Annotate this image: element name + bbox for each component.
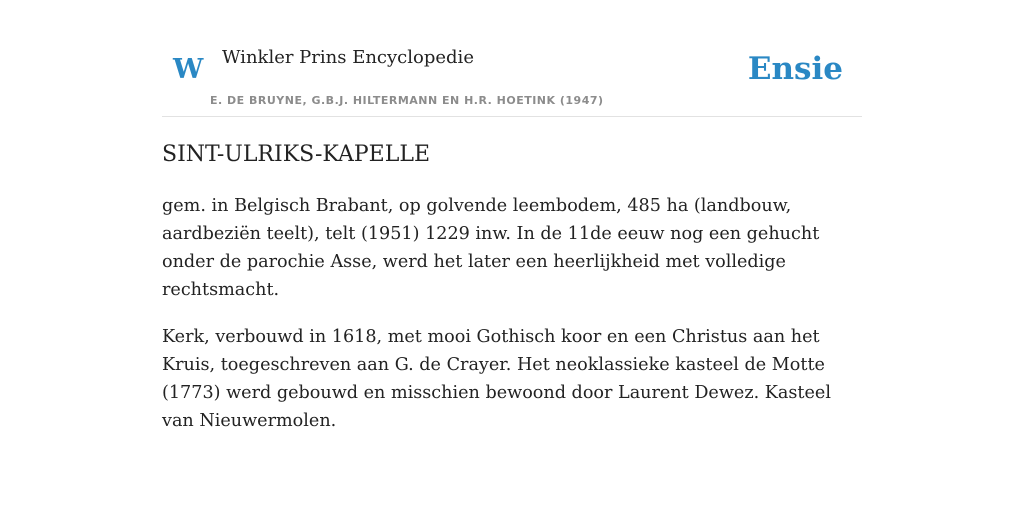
ensie-logo-link[interactable]: Ensie: [747, 51, 843, 87]
encyclopedia-header: [162, 0, 862, 117]
article-paragraph: gem. in Belgisch Brabant, op golvende leembodem, 485 ha (landbouw, aardbeziën teelt), telt (1951) 1229 inw. In de 11de eeuw nog een gehucht onder de parochie Asse, werd het later een heerlijkheid met volledige rechtsmacht.: [162, 196, 820, 300]
winkler-prins-logo[interactable]: W: [173, 54, 204, 85]
encyclopedia-title[interactable]: Winkler Prins Encyclopedie: [222, 47, 474, 68]
encyclopedia-authors: E. DE BRUYNE, G.B.J. HILTERMANN EN H.R. HOETINK (1947): [210, 94, 604, 107]
article-paragraph: Kerk, verbouwd in 1618, met mooi Gothisch koor en een Christus aan het Kruis, toegeschreven aan G. de Crayer. Het neoklassieke kasteel de Motte (1773) werd gebouwd en misschien bewoond door Laurent Dewez. Kasteel van Nieuwermolen.: [162, 327, 831, 431]
article-title: SINT-ULRIKS-KAPELLE: [162, 142, 431, 167]
article-body: [162, 192, 862, 454]
